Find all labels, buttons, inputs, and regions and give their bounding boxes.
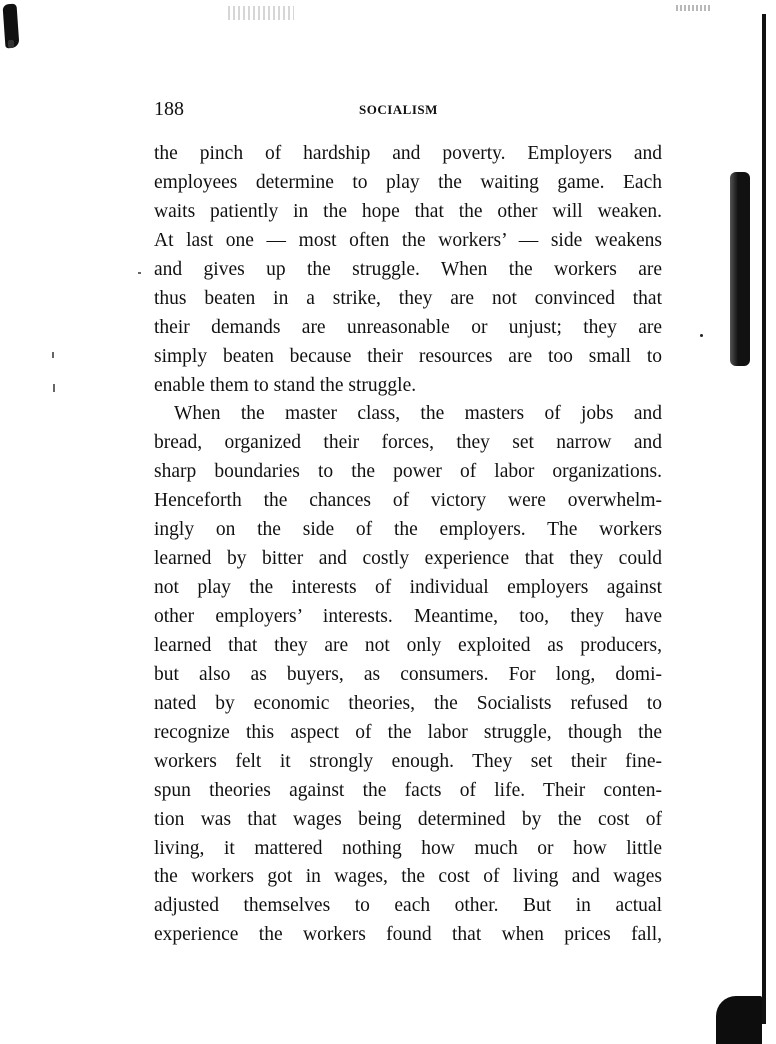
text-line: spun theories against the facts of life. Their conten- [154,779,662,801]
text-line: simply beaten because their resources are too small to [154,345,662,367]
text-line: their demands are unreasonable or unjust; they are [154,316,662,338]
scan-speck [700,334,703,337]
text-line: sharp boundaries to the power of labor organizations. [154,461,662,483]
text-line: the workers got in wages, the cost of living and wages [154,866,662,888]
scan-blotch [716,996,762,1044]
text-line: the pinch of hardship and poverty. Employers and [154,143,662,164]
page-edge-shadow [762,14,766,1024]
scan-smudge [8,40,14,48]
text-line: experience the workers found that when prices fall, [154,924,662,946]
body-text [154,140,662,950]
scan-noise [228,6,294,20]
text-line: When the master class, the masters of jobs and [174,403,662,425]
text-line: ingly on the side of the employers. The workers [154,519,662,541]
text-line: enable them to stand the struggle. [154,374,417,396]
text-line: nated by economic theories, the Socialists refused to [154,692,662,714]
text-line: bread, organized their forces, they set narrow and [154,432,662,454]
text-line: learned by bitter and costly experience that they could [154,548,662,570]
text-line: Henceforth the chances of victory were overwhelm- [154,490,662,512]
scan-speck [52,352,54,358]
text-line: tion was that wages being determined by the cost of [154,808,662,830]
scan-blotch [730,172,750,366]
text-line: recognize this aspect of the labor struggle, though the [154,721,662,743]
running-head: SOCIALISM [359,102,438,117]
scan-speck [138,272,141,274]
scan-speck [53,384,55,392]
text-line: thus beaten in a strike, they are not convinced that [154,287,662,309]
scan-noise [676,5,710,11]
text-line: not play the interests of individual employers against [154,577,662,599]
page-number: 188 [154,98,184,120]
text-line: waits patiently in the hope that the other will weaken. [154,200,662,222]
text-line: living, it mattered nothing how much or how little [154,837,662,859]
text-line: and gives up the struggle. When the workers are [154,258,662,280]
text-line: workers felt it strongly enough. They set their fine- [154,750,662,772]
text-line: At last one — most often the workers’ — side weakens [154,229,662,251]
text-line: employees determine to play the waiting game. Each [154,171,662,193]
text-line: but also as buyers, as consumers. For long, domi- [154,663,662,685]
text-line: learned that they are not only exploited as producers, [154,634,662,656]
text-line: adjusted themselves to each other. But in actual [154,895,662,917]
page-header [154,96,662,122]
text-line: other employers’ interests. Meantime, too, they have [154,606,662,627]
